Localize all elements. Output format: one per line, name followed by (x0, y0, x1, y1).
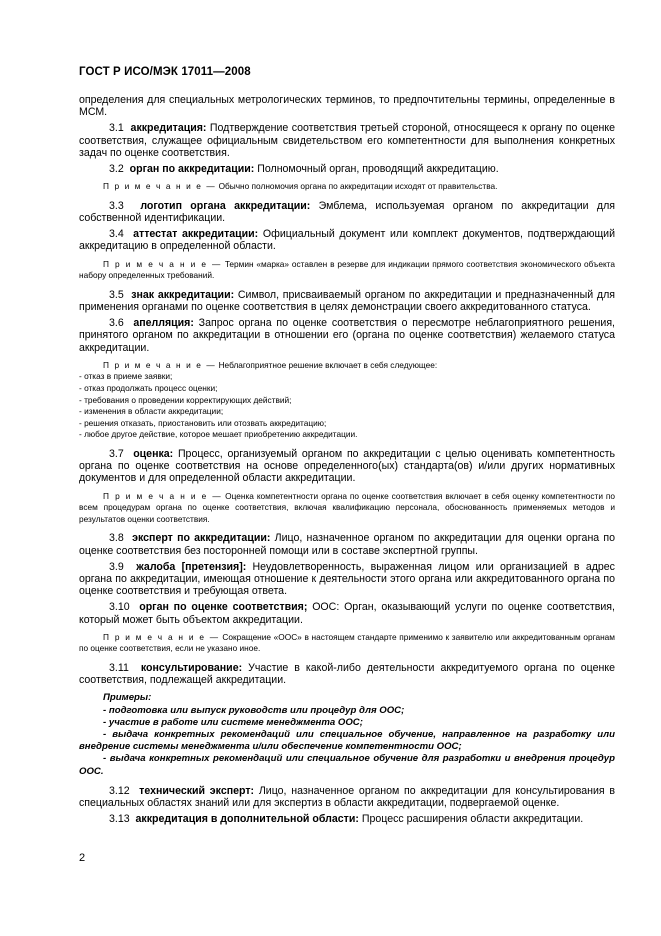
note-list-item: - отказ продолжать процесс оценки; (79, 383, 218, 394)
note-list-item: - решения отказать, приостановить или отозвать аккредитацию; (79, 417, 327, 428)
examples-block (79, 692, 615, 777)
example-item: - подготовка или выпуск руководств или процедур для ООС; (103, 704, 405, 716)
standard-header: ГОСТ Р ИСО/МЭК 17011—2008 (79, 66, 251, 78)
entry-3-2: 3.2 орган по аккредитации: Полномочный орган, проводящий аккредитацию. (109, 163, 499, 176)
note-3-10: П р и м е ч а н и е — Сокращение «ООС» в настоящем стандарте применимо к заявителю или аккредитованным органам по оценке соответствия, если не указано иное. (79, 631, 615, 654)
entry-3-9: 3.9 жалоба [претензия]: Неудовлетворенность, выраженная лицом или организацией в адрес органа по аккредитации, имеющая отношение к деятельности этого органа или аккредитованного органа по оценке соответствия и требующая ответа. (79, 560, 615, 598)
note-3-6 (79, 360, 615, 441)
note-3-6-intro: П р и м е ч а н и е — Неблагоприятное решение включает в себя следующее: (103, 359, 438, 370)
entry-3-12: 3.12 технический эксперт: Лицо, назначенное органом по аккредитации для консультирования в специальных областях знаний или для экспертиз в области аккредитации, подвергаемой оценке. (79, 784, 615, 810)
example-item: - участие в работе или системе менеджмента ООС; (103, 716, 363, 728)
note-list-item: - отказ в приеме заявки; (79, 371, 173, 382)
note-list-item: - любое другое действие, которое мешает приобретению аккредитации. (79, 429, 358, 440)
page-body (79, 94, 615, 829)
entry-3-6: 3.6 апелляция: Запрос органа по оценке соответствия о пересмотре неблагоприятного решения, принятого органом по аккредитации в отношении его (органа по оценке соответствия) желаемого статуса аккредитации. (79, 317, 615, 354)
entry-3-11: 3.11 консультирование: Участие в какой-либо деятельности аккредитуемого органа по оценке соответствия, подлежащей аккредитации. (79, 661, 615, 687)
entry-3-13: 3.13 аккредитация в дополнительной области: Процесс расширения области аккредитации. (109, 813, 584, 826)
entry-3-7: 3.7 оценка: Процесс, организуемый органом по аккредитации с целью оценивать компетентность органа по оценке соответствия на основе определенного(ых) стандарта(ов) и/или других нормативных документов и для определенной области аккредитации. (79, 447, 615, 485)
entry-3-1: 3.1 аккредитация: Подтверждение соответствия третьей стороной, относящееся к органу по оценке соответствия, служащее официальным свидетельством его компетентности для выполнения конкретных задач по оценке соответствия. (79, 122, 615, 159)
entry-3-10: 3.10 орган по оценке соответствия; ООС: Орган, оказывающий услуги по оценке соответствия, который может быть объектом аккредитации. (79, 601, 615, 626)
note-3-7: П р и м е ч а н и е — Оценка компетентности органа по оценке соответствия включает в себя оценку компетентности по всем процедурам органа по оценке соответствия, включая квалификацию персонала, обоснованность применяемых методов и результатов оценки соответствия. (79, 490, 615, 524)
entry-3-4: 3.4 аттестат аккредитации: Официальный документ или комплект документов, подтверждающий аккредитацию в определенной области. (79, 228, 615, 253)
note-list-item: - изменения в области аккредитации; (79, 406, 224, 417)
example-item: - выдача конкретных рекомендаций или специальное обучение, направленное на разработку или внедрение системы менеджмента и/или обеспечение компетентности ООС; (79, 729, 615, 753)
page-number: 2 (79, 852, 86, 864)
example-item: - выдача конкретных рекомендаций или специальное обучение для разработки и внедрения процедур ООС. (79, 753, 615, 777)
examples-heading: Примеры: (103, 692, 152, 704)
note-3-2: П р и м е ч а н и е — Обычно полномочия органа по аккредитации исходят от правительства. (103, 181, 498, 192)
note-list-item: - требования о проведении корректирующих действий; (79, 394, 292, 405)
entry-3-8: 3.8 эксперт по аккредитации: Лицо, назначенное органом по аккредитации для оценки органа по оценке соответствия без посторонней помощи или в составе экспертной группы. (79, 532, 616, 557)
entry-3-3: 3.3 логотип органа аккредитации: Эмблема, используемая органом по аккредитации для собственной идентификации. (79, 199, 615, 225)
note-3-4: П р и м е ч а н и е — Термин «марка» оставлен в резерве для индикации прямого соответствия экономического объекта набору определенных требований. (79, 258, 615, 281)
entry-3-5: 3.5 знак аккредитации: Символ, присваиваемый органом по аккредитации и предназначенный для применения органами по оценке соответствия в целях демонстрации своего аккредитованного статуса. (79, 288, 615, 314)
intro-paragraph: определения для специальных метрологических терминов, то предпочтительны термины, определенные в МСМ. (79, 94, 615, 119)
